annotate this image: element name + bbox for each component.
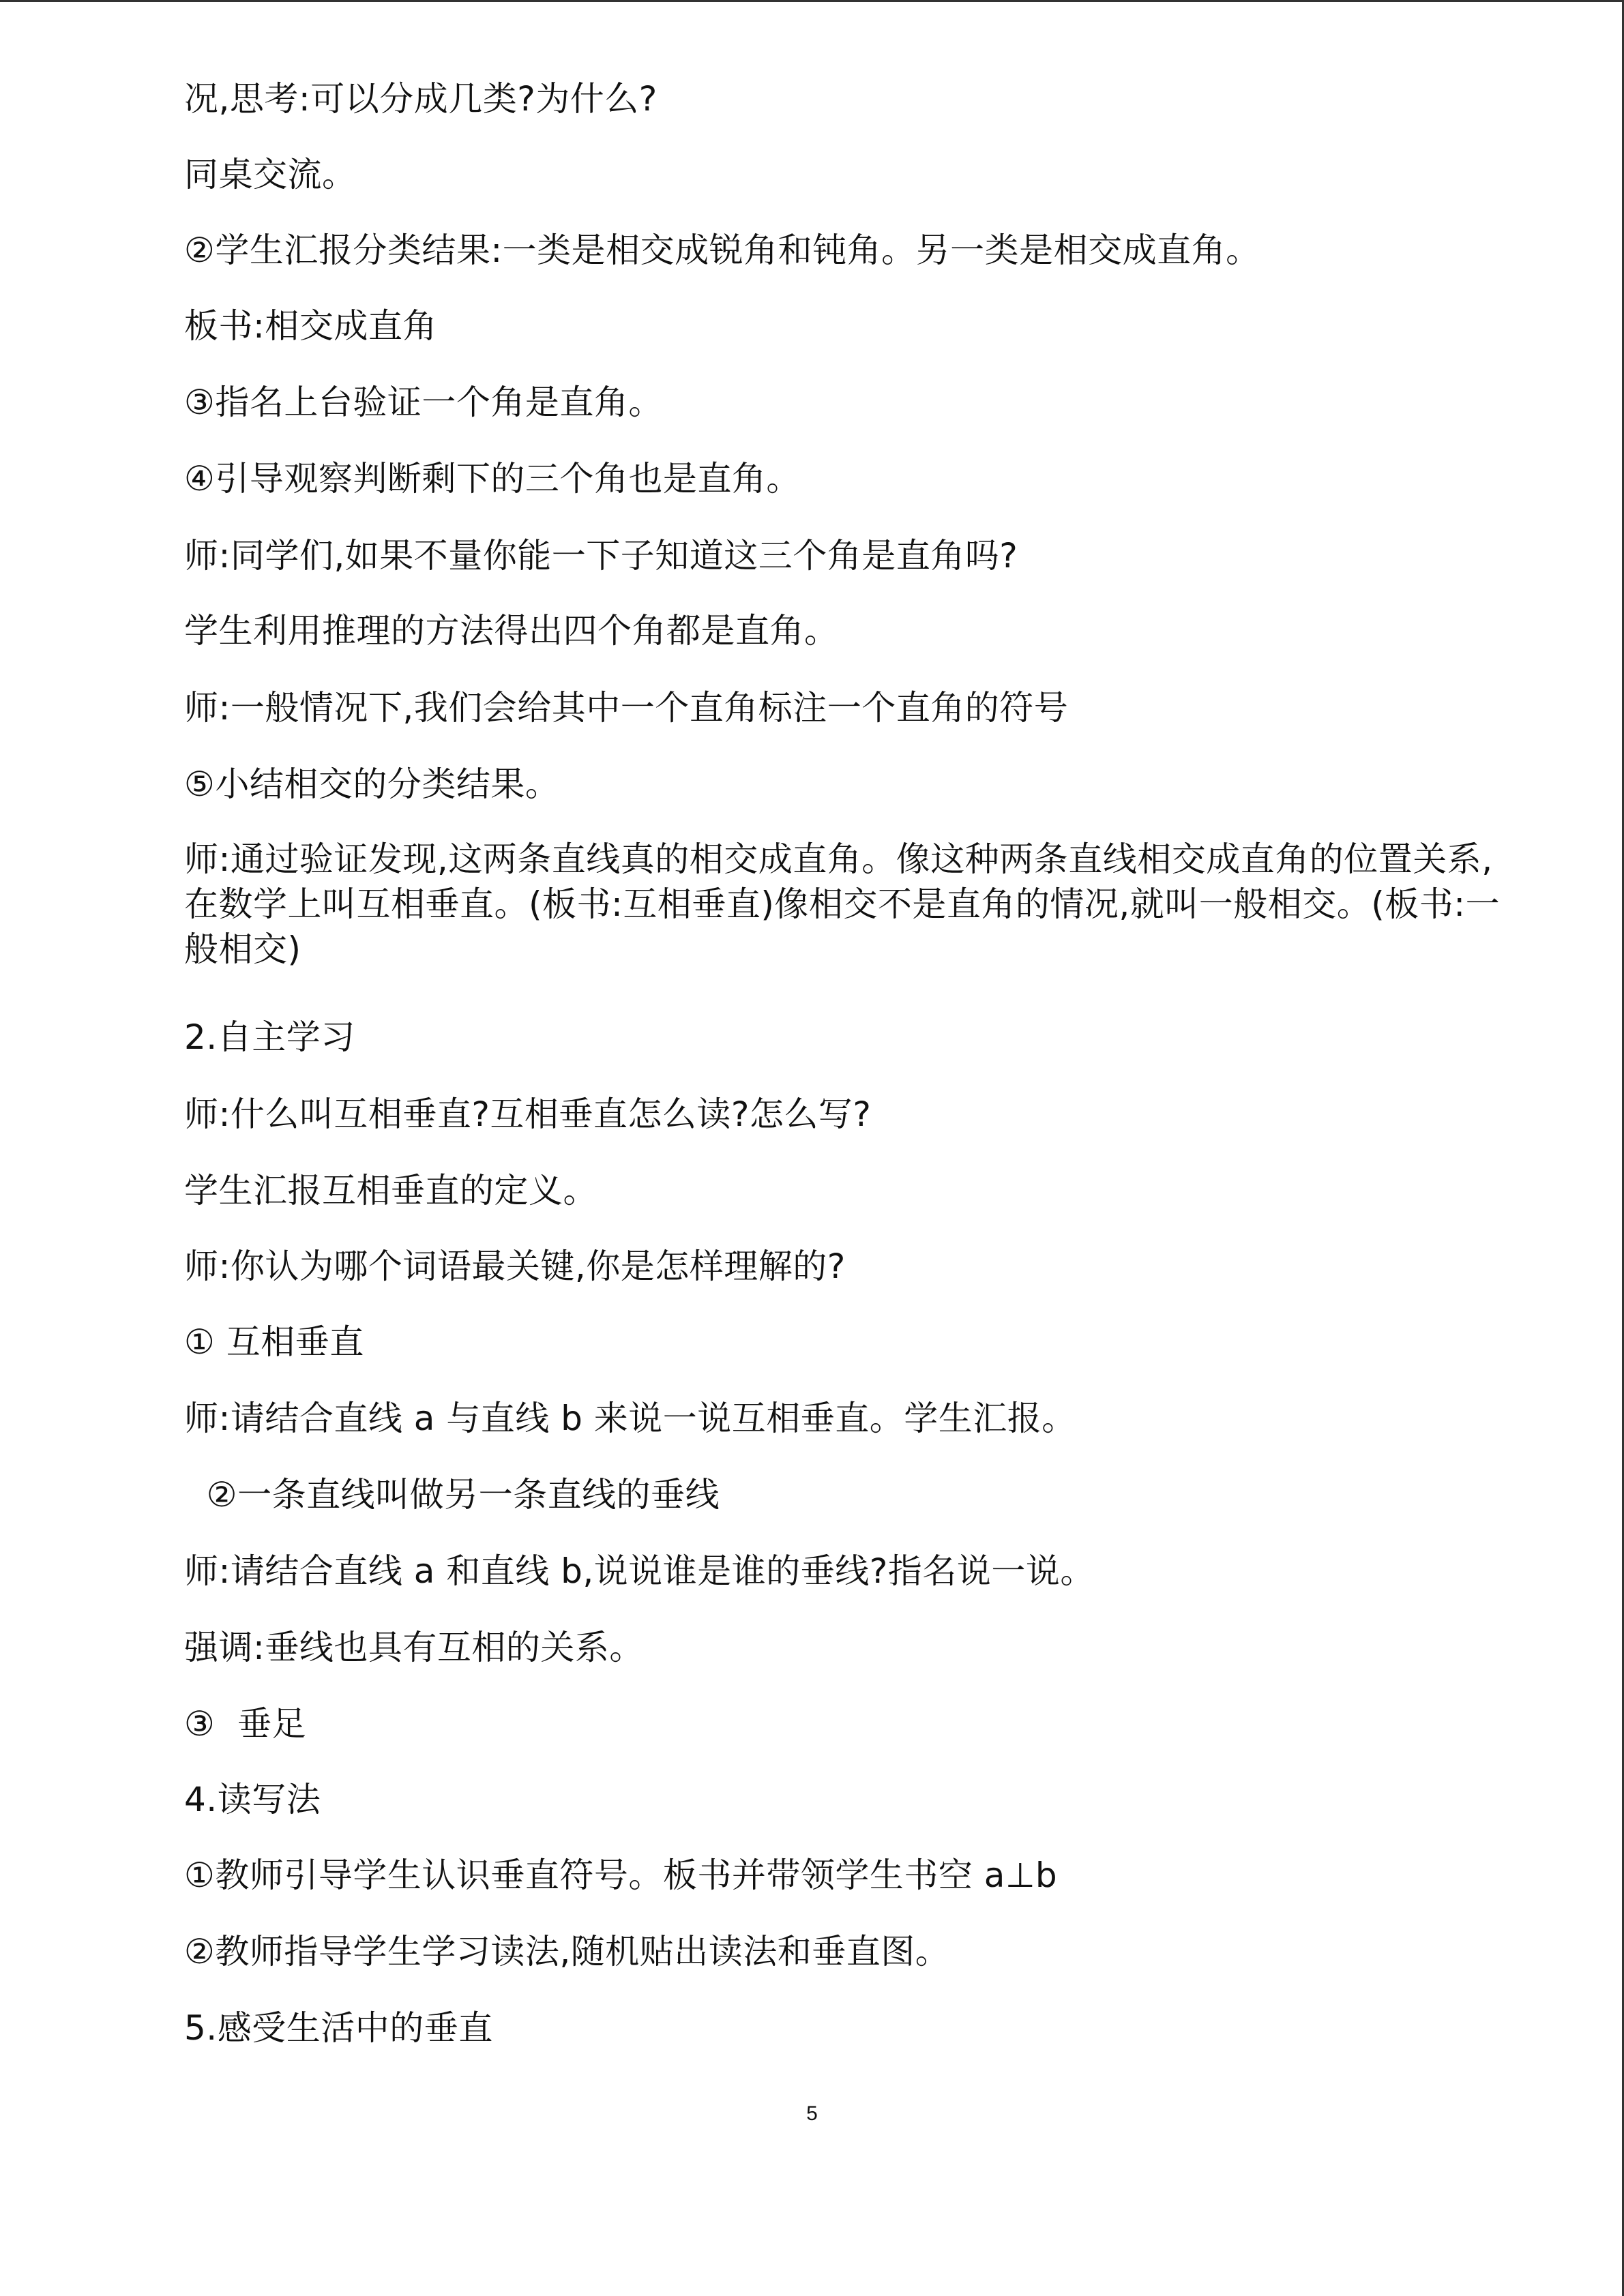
text-line: 板书:相交成直角 (184, 306, 437, 346)
text-line: 师:请结合直线 a 和直线 b,说说谁是谁的垂线?指名说一说。 (184, 1551, 1095, 1591)
text-line: 师:同学们,如果不量你能一下子知道这三个角是直角吗? (184, 536, 1018, 576)
text-line: ① 互相垂直 (184, 1322, 364, 1362)
text-line: ①教师引导学生认识垂直符号。板书并带领学生书空 a⊥b (184, 1855, 1058, 1895)
text-line: 学生利用推理的方法得出四个角都是直角。 (184, 611, 839, 651)
text-line: 4.读写法 (184, 1780, 321, 1819)
text-line: 5.感受生活中的垂直 (184, 2008, 493, 2048)
text-line: ②一条直线叫做另一条直线的垂线 (184, 1475, 720, 1515)
text-line: 强调:垂线也具有互相的关系。 (184, 1628, 644, 1667)
text-line: 师:请结合直线 a 与直线 b 来说一说互相垂直。学生汇报。 (184, 1399, 1076, 1438)
text-line: 同桌交流。 (184, 155, 357, 194)
page-number: 5 (806, 2102, 818, 2125)
text-line: ③ 垂足 (184, 1704, 307, 1744)
text-line: 学生汇报互相垂直的定义。 (184, 1171, 597, 1210)
text-line: 况,思考:可以分成几类?为什么? (184, 79, 658, 119)
text-line: 师:一般情况下,我们会给其中一个直角标注一个直角的符号 (184, 688, 1069, 728)
text-paragraph: 师:通过验证发现,这两条直线真的相交成直角。像这种两条直线相交成直角的位置关系,在数学上叫互相垂直。(板书:互相垂直)像相交不是直角的情况,就叫一般相交。(板书:一般相交) (184, 839, 1501, 969)
text-line: ②学生汇报分类结果:一类是相交成锐角和钝角。另一类是相交成直角。 (184, 230, 1260, 270)
text-line: 师:什么叫互相垂直?互相垂直怎么读?怎么写? (184, 1094, 872, 1134)
text-line: 师:你认为哪个词语最关键,你是怎样理解的? (184, 1247, 846, 1286)
text-line: ③指名上台验证一个角是直角。 (184, 383, 663, 422)
text-line: ④引导观察判断剩下的三个角也是直角。 (184, 459, 801, 498)
text-line: ⑤小结相交的分类结果。 (184, 764, 560, 804)
text-line: ②教师指导学生学习读法,随机贴出读法和垂直图。 (184, 1932, 950, 1971)
text-line: 2.自主学习 (184, 1017, 355, 1057)
